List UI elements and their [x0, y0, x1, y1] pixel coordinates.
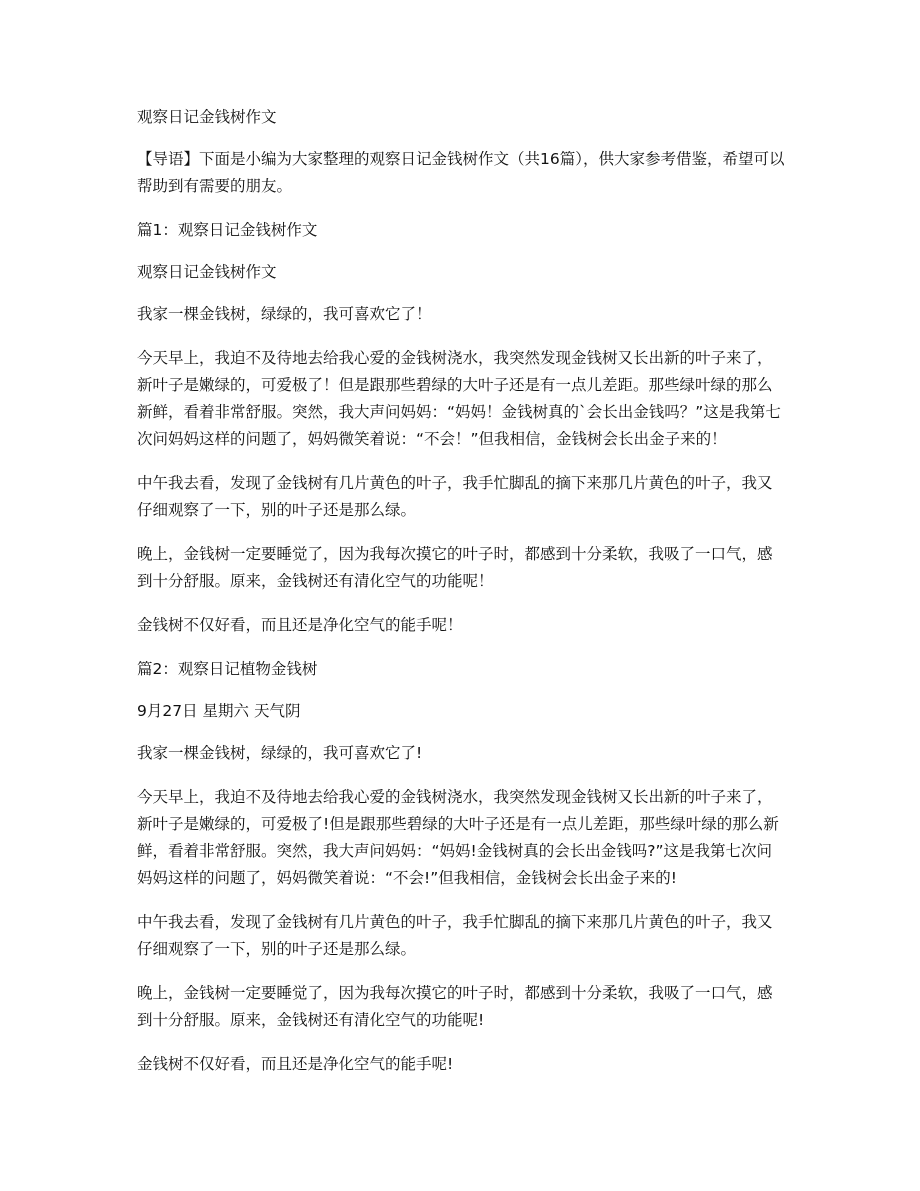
section-1-paragraph: 中午我去看，发现了金钱树有几片黄色的叶子，我手忙脚乱的摘下来那几片黄色的叶子，我又仔细观察了一下，别的叶子还是那么绿。	[137, 474, 773, 519]
section-1-paragraph: 今天早上，我迫不及待地去给我心爱的金钱树浇水，我突然发现金钱树又长出新的叶子来了，新叶子是嫩绿的，可爱极了！但是跟那些碧绿的大叶子还是有一点儿差距。那些绿叶绿的那么新鲜，看着非常舒服。突然，我大声问妈妈：“妈妈！金钱树真的`会长出金钱吗？”这是我第七次问妈妈这样的问题了，妈妈微笑着说：“不会！”但我相信，金钱树会长出金子来的！	[137, 349, 781, 448]
document-title: 观察日记金钱树作文	[137, 108, 277, 126]
intro-paragraph: 【导语】下面是小编为大家整理的观察日记金钱树作文（共16篇），供大家参考借鉴，希望可以帮助到有需要的朋友。	[137, 150, 785, 195]
section-1-paragraph: 晚上，金钱树一定要睡觉了，因为我每次摸它的叶子时，都感到十分柔软，我吸了一口气，感到十分舒服。原来，金钱树还有清化空气的功能呢！	[137, 545, 773, 590]
section-1-heading: 篇1：观察日记金钱树作文	[137, 221, 318, 239]
section-1-paragraph: 金钱树不仅好看，而且还是净化空气的能手呢！	[137, 616, 463, 634]
section-2-paragraph: 今天早上，我迫不及待地去给我心爱的金钱树浇水，我突然发现金钱树又长出新的叶子来了，新叶子是嫩绿的，可爱极了!但是跟那些碧绿的大叶子还是有一点儿差距，那些绿叶绿的那么新鲜，看着非常舒服。突然，我大声问妈妈：“妈妈!金钱树真的会长出金钱吗?”这是我第七次问妈妈这样的问题了，妈妈微笑着说：“不会!”但我相信，金钱树会长出金子来的!	[137, 788, 779, 887]
section-1-subtitle: 观察日记金钱树作文	[137, 263, 277, 281]
section-2-date-line: 9月27日 星期六 天气阴	[137, 702, 301, 720]
document-body	[137, 104, 787, 1095]
section-2-paragraph: 晚上，金钱树一定要睡觉了，因为我每次摸它的叶子时，都感到十分柔软，我吸了一口气，感到十分舒服。原来，金钱树还有清化空气的功能呢!	[137, 984, 773, 1029]
section-2-paragraph: 金钱树不仅好看，而且还是净化空气的能手呢!	[137, 1055, 454, 1073]
section-2-paragraph: 我家一棵金钱树，绿绿的，我可喜欢它了!	[137, 744, 423, 762]
section-2-paragraph: 中午我去看，发现了金钱树有几片黄色的叶子，我手忙脚乱的摘下来那几片黄色的叶子，我又仔细观察了一下，别的叶子还是那么绿。	[137, 913, 773, 958]
section-2-heading: 篇2：观察日记植物金钱树	[137, 660, 318, 678]
section-1-paragraph: 我家一棵金钱树，绿绿的，我可喜欢它了！	[137, 305, 432, 323]
